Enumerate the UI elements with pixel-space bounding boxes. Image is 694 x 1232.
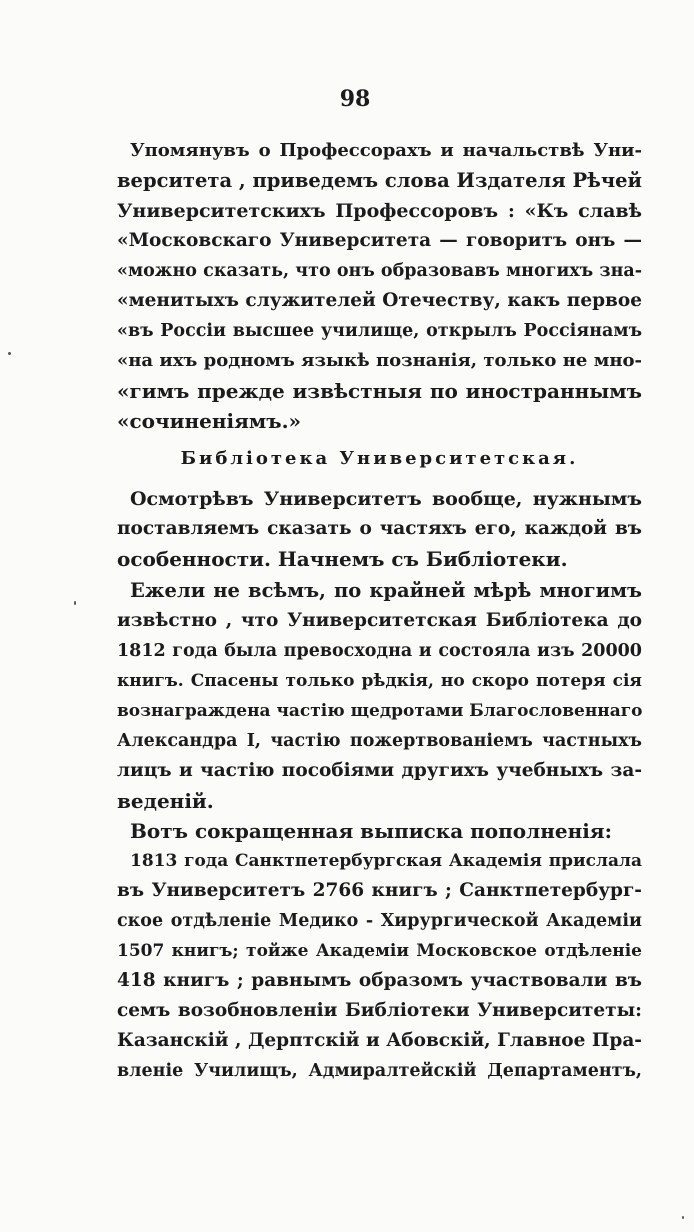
text-line: книгъ. Спасены только рѣдкія, но скоро потеря сія [117, 671, 642, 691]
text-line: 1813 года Санктпетербургская Академія прислала [130, 851, 642, 871]
text-line: «можно сказать, что онъ образовавъ многихъ зна- [117, 261, 642, 281]
text-line: вленіе Училищъ, Адмиралтейскій Департаментъ, [117, 1061, 642, 1081]
text-line: Вотъ сокращенная выписка пополненія: [130, 819, 612, 843]
text-line: верситета , приведемъ слова Издателя Рѣчей [117, 169, 642, 192]
text-line: «гимъ прежде извѣстныя по иностраннымъ [117, 379, 642, 403]
text-line: вознаграждена частію щедротами Благословеннаго [117, 701, 642, 721]
text-line: 1812 года была превосходна и состояла изъ 20000 [117, 641, 642, 661]
text-line: извѣстно , что Университетская Библіотека до [117, 610, 642, 631]
scan-speck [682, 1216, 684, 1219]
text-line: Казанскій , Дерптскій и Абовскій, Главное Пра- [117, 1030, 642, 1051]
text-line: «менитыхъ служителей Отечеству, какъ первое [117, 290, 642, 311]
text-line: Упомянувъ о Профессорахъ и начальствѣ Уни- [130, 140, 642, 161]
text-line: ское отдѣленіе Медико - Хирургической Академіи [117, 911, 642, 931]
text-line: 1507 книгъ; тойже Академіи Московское отдѣленіе [117, 941, 642, 961]
page-number: 98 [339, 86, 371, 112]
text-line: особенности. Начнемъ съ Библіотеки. [117, 547, 568, 571]
text-line: въ Университетъ 2766 книгъ ; Санктпетербург- [117, 880, 642, 901]
text-line: поставляемъ сказать о частяхъ его, каждой въ [117, 518, 642, 539]
text-line: Университетскихъ Профессоровъ : «Къ славѣ [117, 200, 642, 222]
text-line: Ежели не всѣмъ, по крайней мѣрѣ многимъ [130, 579, 642, 602]
text-line: Осмотрѣвъ Университетъ вообще, нужнымъ [130, 488, 642, 510]
text-line: «сочиненіямъ.» [117, 409, 302, 433]
text-line: веденій. [117, 789, 214, 813]
text-line: семъ возобновленіи Библіотеки Университеты: [117, 1000, 642, 1021]
section-heading: Библіотека Университетская. [180, 448, 579, 469]
text-line: «на ихъ родномъ языкѣ познанія, только не мно- [117, 350, 642, 371]
scan-speck [74, 601, 76, 605]
text-line: «Московскаго Университета — говоритъ онъ — [117, 230, 642, 251]
text-line: «въ Россіи высшее училище, открылъ Россіянамъ [117, 321, 642, 341]
text-line: лицъ и частію пособіями другихъ учебныхъ за- [117, 760, 642, 781]
scan-speck [8, 352, 11, 355]
text-line: Александра I, частію пожертвованіемъ частныхъ [117, 731, 642, 751]
text-line: 418 книгъ ; равнымъ образомъ участвовали въ [117, 970, 642, 991]
